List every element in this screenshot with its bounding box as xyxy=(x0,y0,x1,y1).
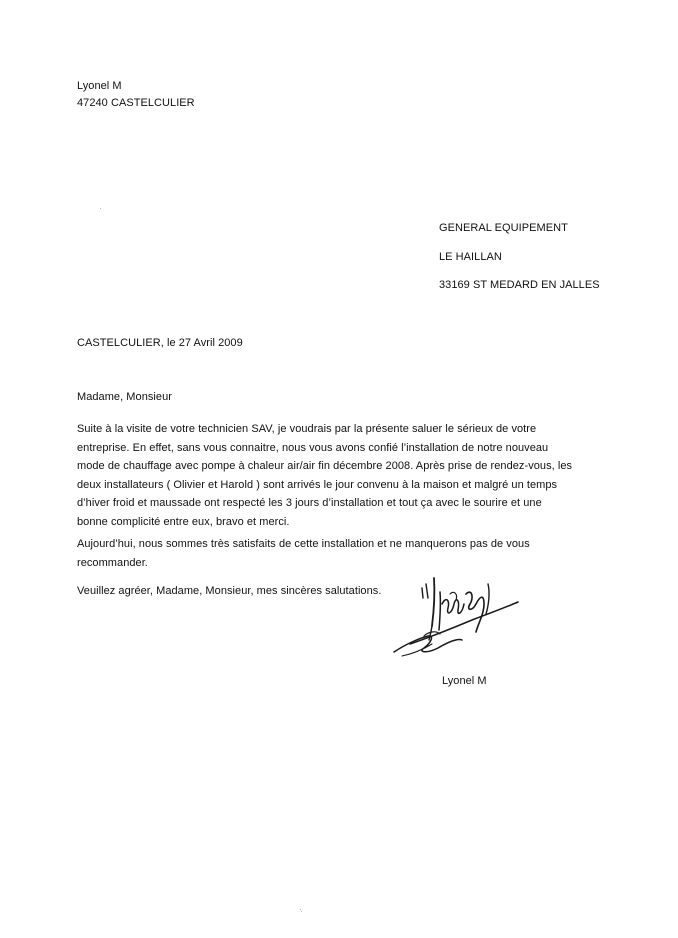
recipient-line-2: LE HAILLAN xyxy=(439,251,502,263)
paragraph-1-line: deux installateurs ( Olivier et Harold ) sont arrivés le jour convenu à la maison et malgré un temps xyxy=(77,478,558,491)
paragraph-1-line: d’hiver froid et maussade ont respecté les 3 jours d’installation et tout ça avec le sourire et une xyxy=(77,497,542,509)
handwritten-signature xyxy=(388,574,528,674)
scan-speck xyxy=(300,909,301,910)
paragraph-2-line: recommander. xyxy=(77,556,148,569)
signature-name: Lyonel M xyxy=(442,675,487,687)
closing-line: Veuillez agréer, Madame, Monsieur, mes sincères salutations. xyxy=(77,585,382,597)
paragraph-1-line: Suite à la visite de votre technicien SAV, je voudrais par la présente saluer le sérieux de votre xyxy=(77,423,537,435)
sender-address: 47240 CASTELCULIER xyxy=(77,97,195,109)
recipient-line-3: 33169 ST MEDARD EN JALLES xyxy=(439,279,600,291)
paragraph-1-line: entreprise. En effet, sans vous connaitre, nous vous avons confié l’installation de notre nouveau xyxy=(77,441,549,454)
paragraph-2-line: Aujourd’hui, nous sommes très satisfaits de cette installation et ne manquerons pas de vous xyxy=(77,538,530,550)
date-line: CASTELCULIER, le 27 Avril 2009 xyxy=(77,337,243,349)
sender-name: Lyonel M xyxy=(77,80,122,92)
paragraph-1-line: bonne complicité entre eux, bravo et merci. xyxy=(77,515,290,528)
paragraph-1-line: mode de chauffage avec pompe à chaleur air/air fin décembre 2008. Après prise de rendez-vous, les xyxy=(77,460,573,472)
body-paragraph-2 xyxy=(77,535,617,572)
scan-speck xyxy=(301,911,302,912)
salutation: Madame, Monsieur xyxy=(77,391,172,403)
scan-speck xyxy=(100,208,101,209)
recipient-company: GENERAL EQUIPEMENT xyxy=(439,222,568,234)
body-paragraph-1 xyxy=(77,420,617,531)
